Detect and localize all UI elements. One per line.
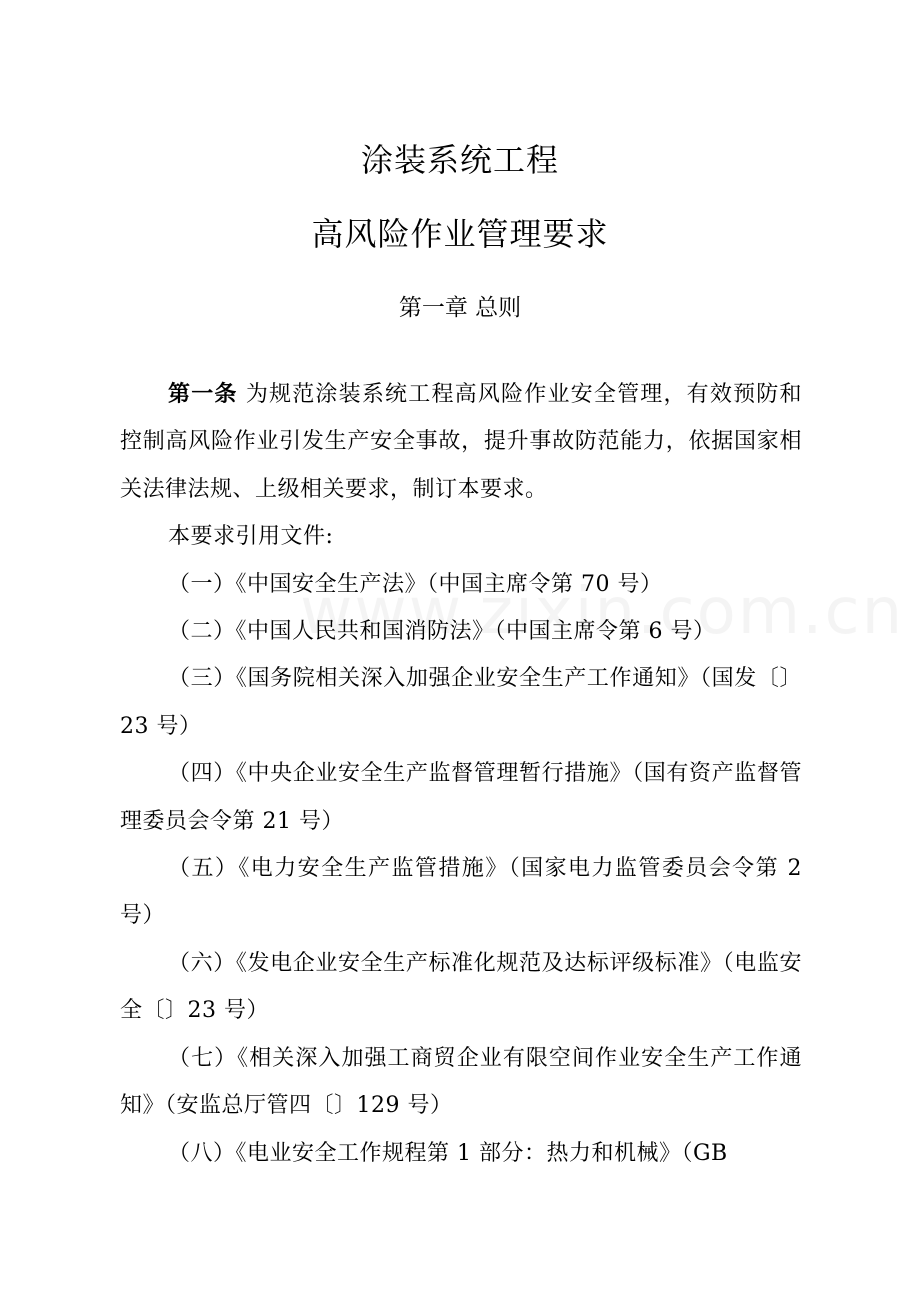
reference-item: （二）《中国人民共和国消防法》（中国主席令第 6 号） (168, 619, 716, 645)
chapter-heading: 第一章 总则 (398, 295, 522, 321)
reference-item: （四）《中央企业安全生产监督管理暂行措施》（国有资产监督管理委员会令第 21 号） (120, 761, 802, 834)
article-1-text: 为规范涂装系统工程高风险作业安全管理，有效预防和控制高风险作业引发生产安全事故，提升事故防范能力，依据国家相关法律法规、上级相关要求，制订本要求。 (120, 382, 802, 502)
reference-item: （六）《发电企业安全生产标准化规范及达标评级标准》（电监安全〔〕23 号） (120, 950, 802, 1024)
reference-item: （七）《相关深入加强工商贸企业有限空间作业安全生产工作通知》（安监总厅管四〔〕129 号） (120, 1045, 802, 1119)
article-1-label: 第一条 (168, 382, 238, 407)
references-intro: 本要求引用文件: (168, 524, 334, 550)
reference-item: （三）《国务院相关深入加强企业安全生产工作通知》（国发〔〕23 号） (120, 666, 802, 739)
document-body (120, 371, 802, 1177)
document-title-line-1: 涂装系统工程 (360, 141, 559, 179)
article-1-paragraph (120, 371, 802, 513)
reference-item: （八）《电业安全工作规程第 1 部分：热力和机械》（GB (168, 1140, 728, 1166)
reference-item: （五）《电力安全生产监管措施》（国家电力监管委员会令第 2 号） (120, 856, 802, 929)
document-title-line-2: 高风险作业管理要求 (311, 215, 609, 253)
reference-item: （一）《中国安全生产法》（中国主席令第 70 号） (168, 571, 663, 597)
